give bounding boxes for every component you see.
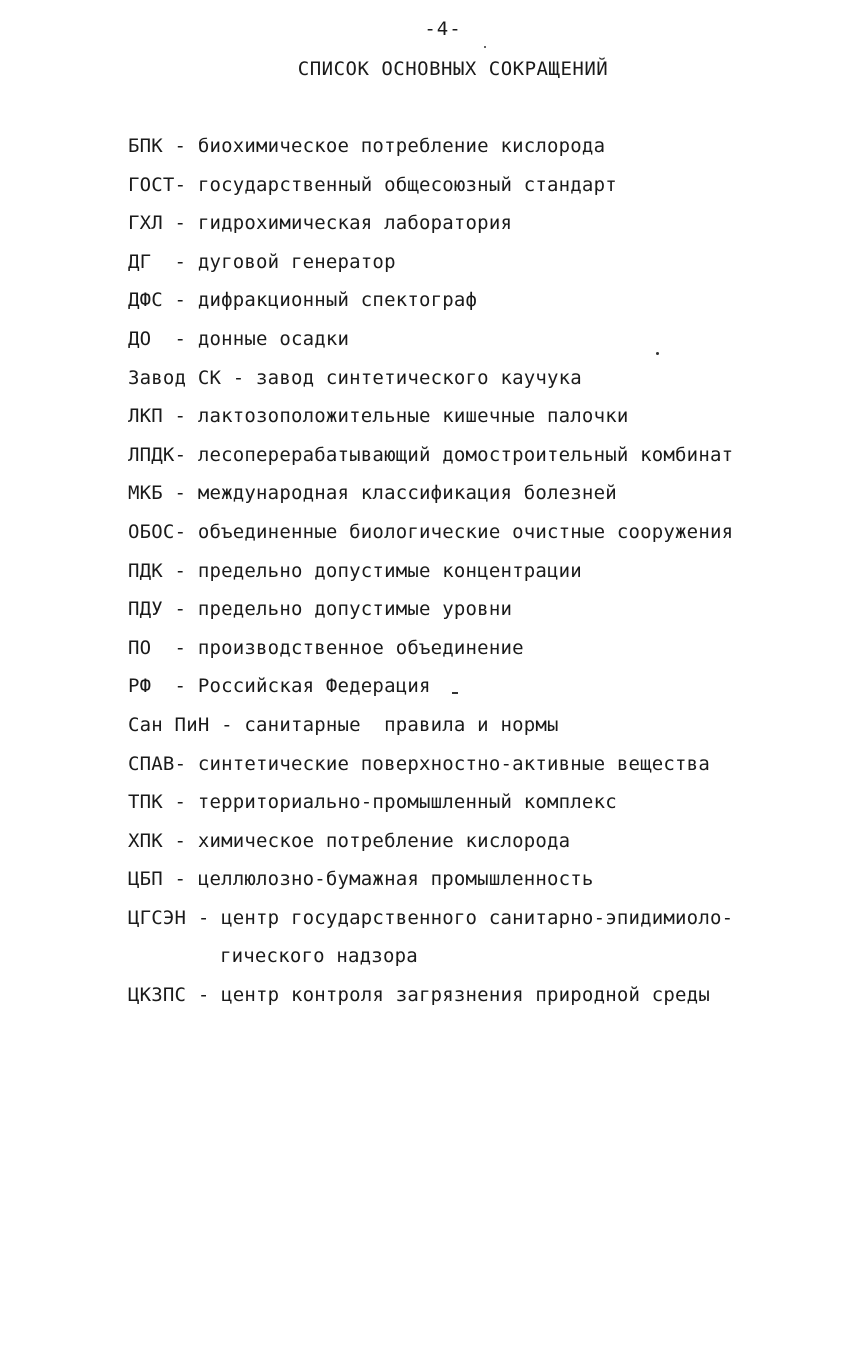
- separator: -: [186, 984, 222, 1007]
- definition: производственное объединение: [197, 636, 524, 659]
- list-item: [128, 749, 848, 788]
- abbreviation: РФ: [128, 675, 152, 698]
- separator: -: [162, 829, 198, 852]
- list-item: [128, 903, 848, 980]
- definition-continuation: гического надзора: [220, 945, 418, 968]
- separator: -: [162, 405, 198, 428]
- separator: -: [151, 636, 198, 659]
- definition: целлюлозно-бумажная промышленность: [197, 868, 594, 891]
- separator: -: [162, 598, 198, 621]
- list-item: [128, 633, 848, 672]
- definition: международная классификация болезней: [197, 482, 617, 505]
- separator: -: [174, 520, 198, 543]
- definition: донные осадки: [197, 327, 350, 350]
- separator: -: [151, 327, 198, 350]
- abbreviation: ХПК: [128, 829, 163, 852]
- abbreviation: ЦКЗПС: [128, 984, 187, 1007]
- list-item: [128, 864, 848, 903]
- page-number: -4-: [424, 18, 462, 40]
- definition: биохимическое потребление кислорода: [197, 135, 606, 157]
- separator: -: [221, 366, 257, 389]
- definition: химическое потребление кислорода: [197, 829, 571, 852]
- abbreviation: ОБОС: [128, 520, 175, 543]
- definition: Российская Федерация: [197, 675, 431, 698]
- list-item: [128, 440, 848, 479]
- list-item: [128, 208, 848, 247]
- abbreviation: Завод СК: [128, 366, 222, 389]
- separator: -: [162, 289, 198, 312]
- scan-speck: [656, 352, 659, 355]
- definition: государственный общесоюзный стандарт: [197, 173, 617, 196]
- definition: гидрохимическая лаборатория: [197, 212, 513, 235]
- abbreviation: ГОСТ: [128, 173, 175, 196]
- separator: -: [151, 250, 198, 273]
- abbreviation: ГХЛ: [128, 212, 163, 235]
- list-item: [128, 710, 848, 749]
- separator: -: [162, 559, 198, 582]
- abbreviation: ТПК: [128, 791, 163, 814]
- separator: -: [162, 482, 198, 505]
- separator: -: [209, 713, 245, 736]
- abbreviation: ДФС: [128, 289, 163, 312]
- definition: объединенные биологические очистные сооружения: [197, 520, 734, 543]
- list-item: [128, 247, 848, 286]
- definition: центр контроля загрязнения природной среды: [221, 984, 710, 1007]
- abbreviation-list: [128, 131, 848, 1019]
- separator: -: [162, 868, 198, 891]
- scan-speck: [452, 692, 458, 694]
- list-item: [128, 517, 848, 556]
- abbreviation: ПДК: [128, 559, 163, 582]
- abbreviation: СПАВ: [128, 752, 175, 775]
- definition: синтетические поверхностно-активные вещества: [197, 752, 710, 775]
- separator: -: [162, 791, 198, 814]
- list-item: [128, 401, 848, 440]
- page-title: СПИСОК ОСНОВНЫХ СОКРАЩЕНИЙ: [297, 58, 609, 80]
- list-item: [128, 285, 848, 324]
- separator: -: [174, 173, 198, 196]
- definition: дифракционный спектограф: [197, 289, 478, 312]
- definition: предельно допустимые концентрации: [197, 559, 582, 582]
- abbreviation: ПДУ: [128, 598, 163, 621]
- list-item: [128, 594, 848, 633]
- list-item: [128, 170, 848, 209]
- separator: -: [174, 443, 198, 466]
- definition: центр государственного санитарно-эпидимиоло-: [221, 906, 734, 929]
- definition: лактозоположительные кишечные палочки: [197, 405, 629, 428]
- definition: дуговой генератор: [197, 250, 396, 273]
- abbreviation: ПО: [128, 636, 152, 659]
- abbreviation: ЦБП: [128, 868, 163, 891]
- definition: предельно допустимые уровни: [197, 598, 513, 621]
- abbreviation: БПК: [128, 135, 163, 157]
- abbreviation: ДГ: [128, 250, 152, 273]
- abbreviation: ЛКП: [128, 405, 163, 428]
- list-item: [128, 363, 848, 402]
- definition: санитарные правила и нормы: [244, 713, 559, 736]
- separator: -: [151, 675, 198, 698]
- list-item: [128, 980, 848, 1019]
- abbreviation: Сан ПиН: [128, 713, 210, 736]
- separator: -: [162, 212, 198, 235]
- abbreviation: ЦГСЭН: [128, 906, 187, 929]
- definition: лесоперерабатывающий домостроительный комбинат: [197, 443, 734, 466]
- separator: -: [174, 752, 198, 775]
- separator: -: [162, 135, 198, 157]
- list-item: [128, 671, 848, 710]
- abbreviation: МКБ: [128, 482, 163, 505]
- abbreviation: ДО: [128, 327, 152, 350]
- separator: -: [186, 906, 222, 929]
- definition: завод синтетического каучука: [256, 366, 582, 389]
- list-item: [128, 826, 848, 865]
- list-item: [128, 324, 848, 363]
- abbreviation: ЛПДК: [128, 443, 175, 466]
- scan-speck: [484, 46, 486, 48]
- definition: территориально-промышленный комплекс: [197, 791, 617, 814]
- list-item: [128, 556, 848, 595]
- list-item: [128, 478, 848, 517]
- list-item: [128, 131, 848, 170]
- list-item: [128, 787, 848, 826]
